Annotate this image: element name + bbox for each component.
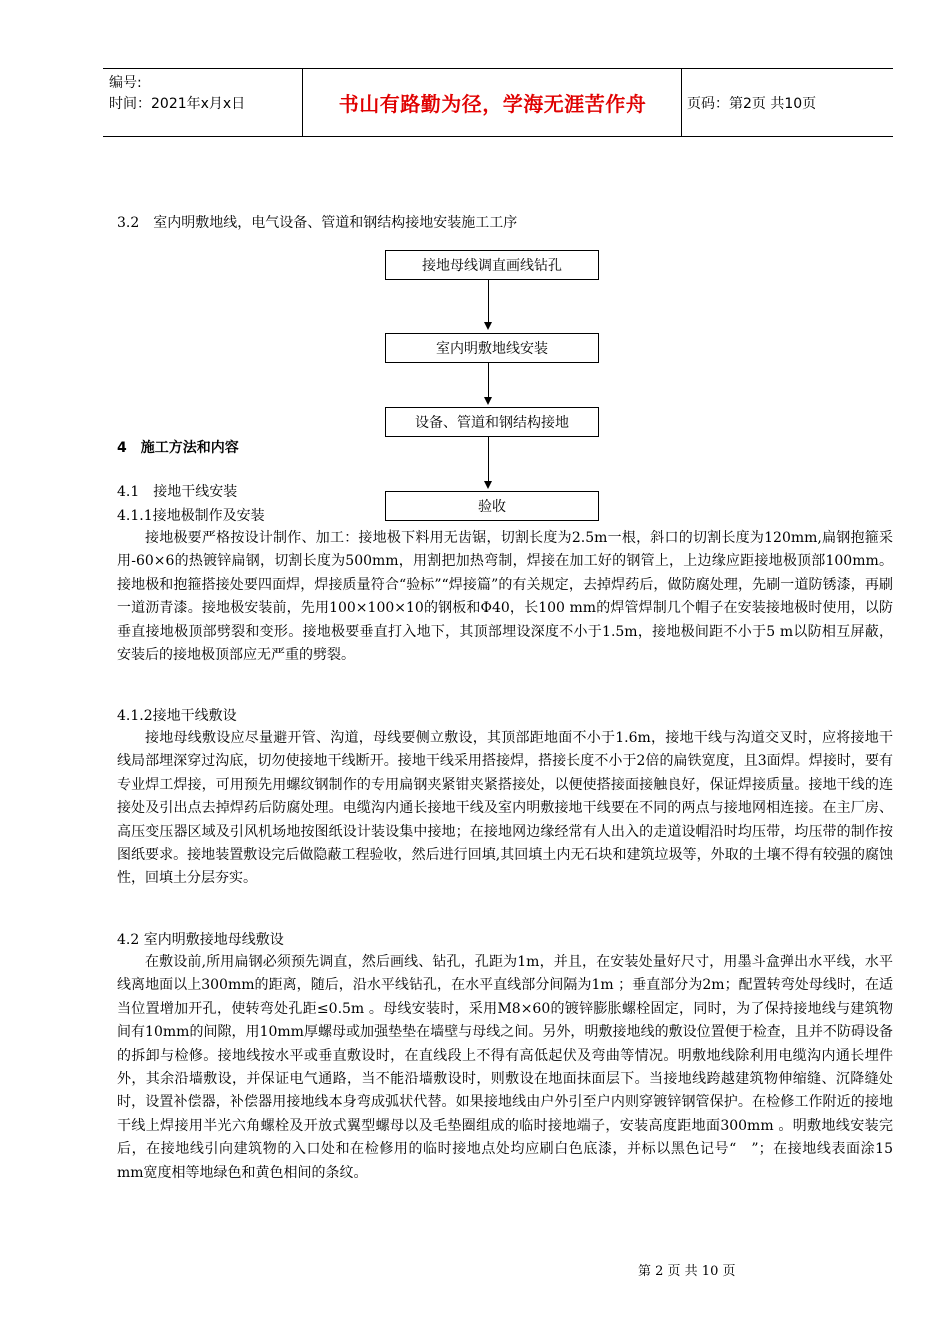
section-4-1-2-heading: 4.1.2接地干线敷设	[117, 708, 237, 724]
flow-arrow-3-icon	[484, 481, 492, 489]
flow-connector-2	[488, 363, 489, 397]
section-4-2-heading: 4.2 室内明敷接地母线敷设	[117, 932, 284, 948]
header-motto: 书山有路勤为径，学海无涯苦作舟	[338, 92, 647, 116]
number-label: 编号:	[109, 75, 142, 91]
section-4-1-heading: 4.1 接地干线安装	[117, 484, 238, 500]
page-footer: 第 2 页 共 10 页	[638, 1264, 736, 1279]
header-page-info: 页码：第2页 共10页	[687, 95, 817, 112]
section-4-heading: 4 施工方法和内容	[117, 440, 239, 456]
paragraph-4-1-2: 接地母线敷设应尽量避开管、沟道，母线要侧立敷设，其顶部距地面不小于1.6m，接地干线与沟道交叉时，应将接地干线局部埋深穿过沟底，切勿使接地干线断开。接地干线采用搭接焊，搭接长度不小于2倍的扁铁宽度，且3面焊。焊接时，要有专业焊工焊接，可用预先用螺纹钢制作的专用扁钢夹紧钳夹紧搭接处，以便使搭接面接触良好，保证焊接质量。接地干线的连接处及引出点去掉焊药后防腐处理。电缆沟内通长接地干线及室内明敷接地干线要在不同的两点与接地网相连接。在主厂房、高压变压器区域及引风机场地按图纸设计装设集中接地；在接地网边缘经常有人出入的走道设帽沿时均压带，均压带的制作按图纸要求。接地装置敷设完后做隐蔽工程验收，然后进行回填,其回填土内无石块和建筑垃圾等，外取的土壤不得有较强的腐蚀性，回填土分层夯实。	[117, 730, 893, 887]
flow-arrow-2-icon	[484, 397, 492, 405]
page-header	[103, 68, 893, 137]
paragraph-4-2: 在敷设前,所用扁钢必须预先调直，然后画线、钻孔，孔距为1m，并且，在安装处量好尺寸，用墨斗盒弹出水平线，水平线离地面以上300mm的距离，随后，沿水平线钻孔，在水平直线部分间隔为1m ；垂直部分为2m；配置转弯处母线时，在适当位置增加开孔，使转弯处孔距≤0.5m 。母线安装时，采用M8×60的镀锌膨胀螺栓固定，同时，为了保持接地线与建筑物间有10mm的间隙，用10mm厚螺母或加强垫垫在墙壁与母线之间。另外，明敷接地线的敷设位置便于检查，且并不防碍设备的拆卸与检修。接地线按水平或垂直敷设时，在直线段上不得有高低起伏及弯曲等情况。明敷地线除利用电缆沟内通长埋件外，其余沿墙敷设，并保证电气通路，当不能沿墙敷设时，则敷设在地面抹面层下。当接地线跨越建筑物伸缩缝、沉降缝处时，设置补偿器，补偿器用接地线本身弯成弧状代替。如果接地线由户外引至户内则穿镀锌钢管保护。在检修工作附近的接地干线上焊接用半光六角螺栓及开放式翼型螺母以及毛垫圈组成的临时接地端子，安装高度距地面300mm 。明敷地线安装完后，在接地线引向建筑物的入口处和在检修用的临时接地点处均应刷白色底漆，并标以黑色记号“ ”；在接地线表面涂15 mm宽度相等地绿色和黄色相间的条纹。	[117, 954, 893, 1181]
flow-step-1: 接地母线调直画线钻孔	[385, 250, 599, 280]
header-divider-right	[681, 69, 682, 136]
flow-connector-1	[488, 280, 489, 322]
flow-step-4: 验收	[385, 491, 599, 521]
section-3-2-heading: 3.2 室内明敷地线，电气设备、管道和钢结构接地安装施工工序	[117, 215, 518, 231]
time-label: 时间：2021年x月x日	[109, 96, 246, 112]
header-divider-left	[302, 69, 303, 136]
flow-step-3: 设备、管道和钢结构接地	[385, 407, 599, 437]
paragraph-4-1-1: 接地极要严格按设计制作、加工：接地极下料用无齿锯，切割长度为2.5m一根，斜口的切割长度为120mm,扁钢抱箍采用-60×6的热镀锌扁钢，切割长度为500mm，用割把加热弯制，焊接在加工好的钢管上，上边缘应距接地极顶部100mm。接地极和抱箍搭接处要四面焊，焊接质量符合“验标”“焊接篇”的有关规定，去掉焊药后，做防腐处理，先刷一道防锈漆，再刷一道沥青漆。接地极安装前，先用100×100×10的钢板和Φ40，长100 mm的焊管焊制几个帽子在安装接地极时使用，以防垂直接地极顶部劈裂和变形。接地极要垂直打入地下，其顶部埋设深度不小于1.5m，接地极间距不小于5 m以防相互屏蔽，安装后的接地极顶部应无严重的劈裂。	[117, 530, 893, 664]
section-4-1-1-heading: 4.1.1接地极制作及安装	[117, 508, 265, 524]
flow-connector-3	[488, 437, 489, 481]
flow-step-2: 室内明敷地线安装	[385, 333, 599, 363]
header-left	[109, 73, 245, 115]
flow-arrow-1-icon	[484, 322, 492, 330]
